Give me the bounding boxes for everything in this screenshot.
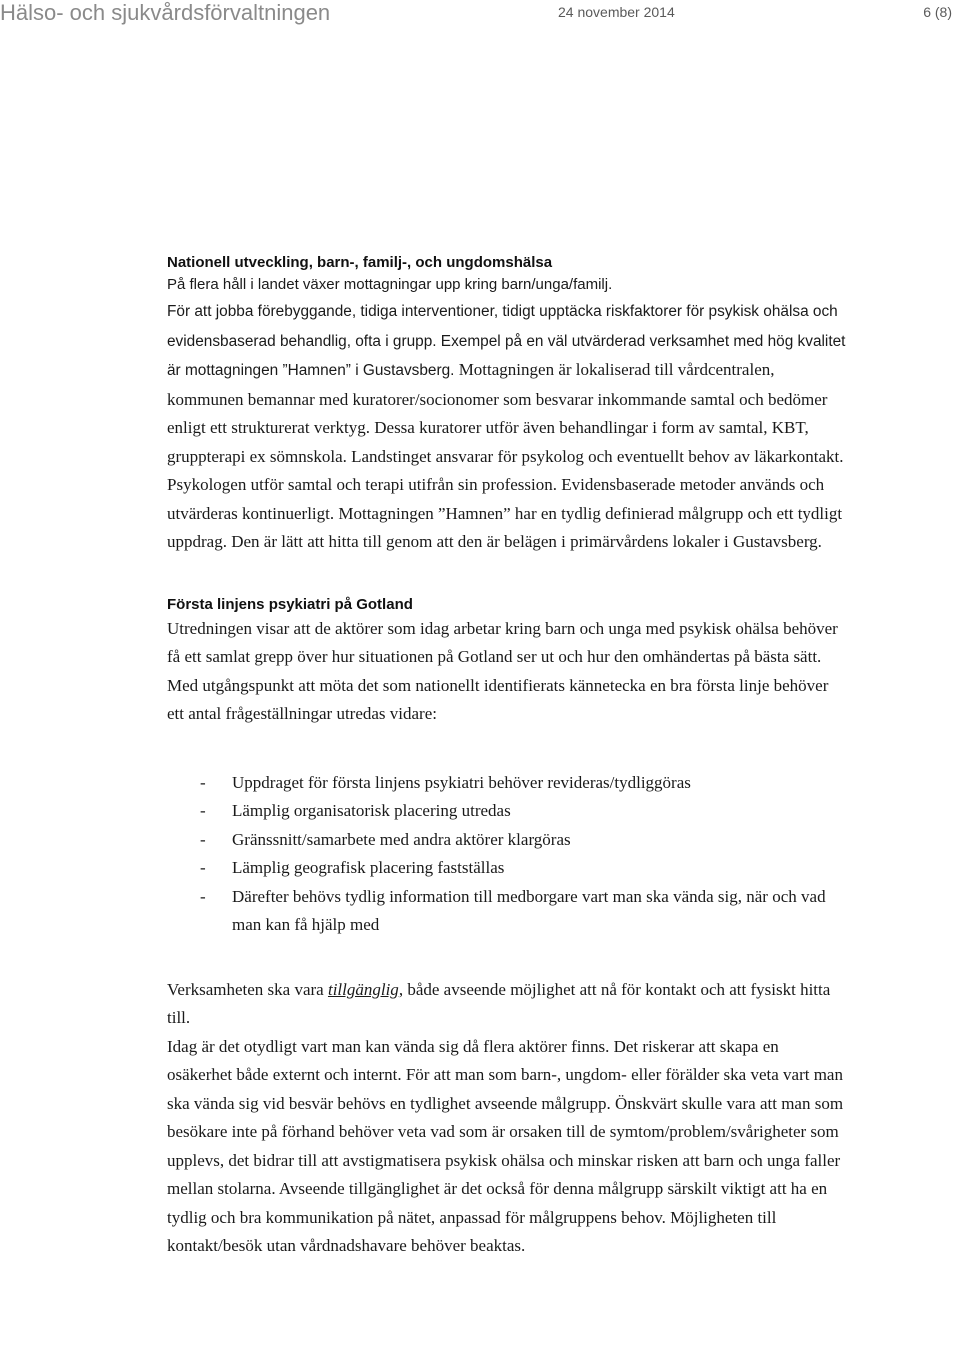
list-item-text: Uppdraget för första linjens psykiatri behöver revideras/tydliggöras: [232, 772, 691, 792]
section-heading: Första linjens psykiatri på Gotland: [167, 595, 413, 613]
paragraph-text-start: Verksamheten ska vara: [167, 979, 328, 999]
list-item-text: Lämplig geografisk placering fastställas: [232, 858, 505, 877]
list-item-text: Därefter behövs tydlig information till medborgare vart man ska vända sig, när och vad man kan få hjälp med: [232, 886, 826, 934]
bullet-dash: -: [200, 858, 206, 877]
section-heading: Nationell utveckling, barn-, familj-, och ungdomshälsa: [167, 254, 553, 271]
list-item: [167, 883, 847, 940]
list-item: [167, 769, 847, 798]
emphasized-word: tillgänglig: [327, 979, 399, 999]
page-number: 6 (8): [923, 4, 952, 20]
bullet-dash: -: [200, 829, 206, 849]
question-list: [167, 769, 847, 940]
document-date: 24 november 2014: [558, 4, 675, 20]
lead-sentence: På flera håll i landet växer mottagningar upp kring barn/unga/familj.: [167, 276, 613, 293]
document-body: [167, 253, 847, 1261]
bullet-dash: -: [200, 886, 206, 906]
paragraph-sans-run: För att jobba förebyggande, tidiga interventioner, tidigt upptäcka riskfaktorer för psykisk ohälsa och evidensbaserad behandlig, ofta i grupp. Exempel på en väl utvärderad verksamhet med hög kvalitet är mottagningen ”Hamnen” i Gustavsberg.: [167, 303, 846, 379]
closing-paragraphs: [167, 976, 847, 1261]
section-national-development: [167, 253, 847, 557]
list-item: [167, 826, 847, 855]
paragraph-serif-run: Mottagningen är lokaliserad till vårdcentralen, kommunen bemannar med kuratorer/socionomer som besvarar inkommande samtal och bedömer enligt ett strukturerat verktyg. Dessa kuratorer utför även behandlingar i form av samtal, KBT, gruppterapi ex sömnskola. Landstinget ansvarar för psykolog och eventuellt behov av läkarkontakt. Psykologen utför samtal och terapi utifrån sin profession. Evidensbaserade metoder används och utvärderas kontinuerligt. Mottagningen ”Hamnen” har en tydlig definierad målgrupp och ett tydligt uppdrag. Den är lätt att hitta till genom att den är belägen i primärvårdens lokaler i Gustavsberg.: [167, 360, 844, 551]
accessibility-paragraph: [167, 976, 847, 1033]
bullet-dash: -: [200, 801, 206, 820]
intro-paragraph: Utredningen visar att de aktörer som idag arbetar kring barn och unga med psykisk ohälsa behöver få ett samlat grepp över hur situationen på Gotland ser ut och hur den omhändertas på bästa sätt. Med utgångspunkt att möta det som nationellt identifierats kännetecka en bra första linje behöver ett antal frågeställningar utredas vidare:: [167, 618, 838, 723]
organization-name: Hälso- och sjukvårdsförvaltningen: [0, 0, 331, 25]
page-header: [0, 0, 960, 28]
section-paragraph: [167, 273, 847, 557]
list-item-text: Lämplig organisatorisk placering utredas: [232, 801, 511, 820]
clarity-paragraph: Idag är det otydligt vart man kan vända sig då flera aktörer finns. Det riskerar att skapa en osäkerhet både externt och internt. För att man som barn-, ungdom- eller förälder ska veta vart man ska vända sig vid besvär behövs en tydlighet avseende målgrupp. Önskvärt skulle vara att man som besökare inte på förhand behöver veta vad som är orsaken till de symtom/problem/svårigheter som upplevs, det bidrar till att avstigmatisera psykisk ohälsa och minskar risken att barn och unga faller mellan stolarna. Avseende tillgänglighet är det också för denna målgrupp särskilt viktigt att ha en tydlig och bra kommunikation på nätet, anpassad för målgruppens behov. Möjligheten till kontakt/besök utan vårdnadshavare behöver beaktas.: [167, 1036, 844, 1255]
list-item-text: Gränssnitt/samarbete med andra aktörer klargöras: [232, 829, 571, 849]
section-gotland-psychiatry: [167, 595, 847, 1261]
list-item: [167, 854, 847, 883]
list-item: [167, 797, 847, 826]
bullet-dash: -: [200, 772, 206, 792]
paragraph-text-end: , både avseende möjlighet att nå för kontakt och att fysiskt hitta till.: [167, 979, 831, 1027]
